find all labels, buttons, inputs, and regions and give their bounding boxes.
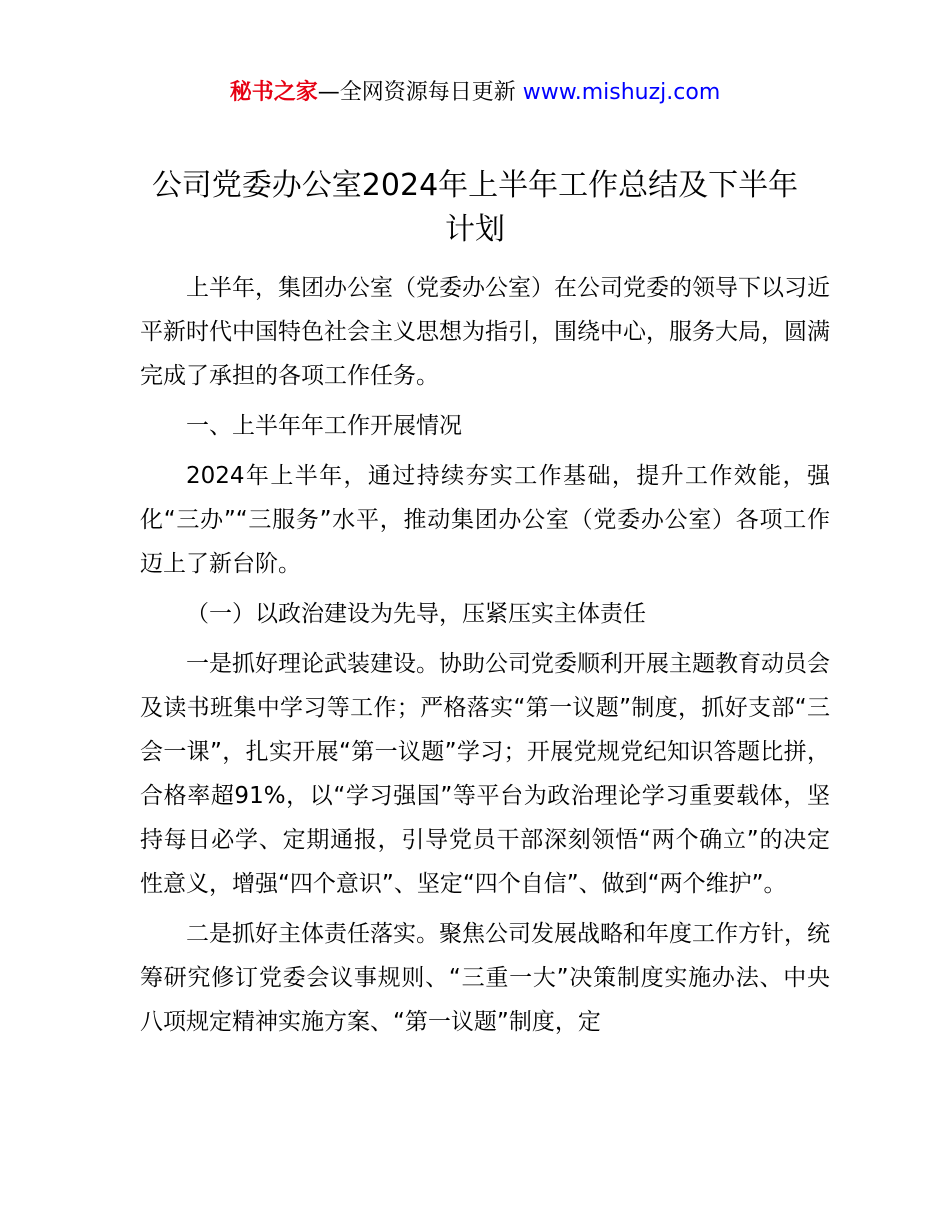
paragraph-intro: 上半年，集团办公室（党委办公室）在公司党委的领导下以习近平新时代中国特色社会主义思想为指引，围绕中心，服务大局，圆满完成了承担的各项工作任务。 — [140, 275, 830, 389]
document-body — [140, 266, 830, 1050]
subsection-heading-1: （一）以政治建设为先导，压紧压实主体责任 — [186, 601, 646, 627]
paragraph-theory: 一是抓好理论武装建设。协助公司党委顺利开展主题教育动员会及读书班集中学习等工作；严格落实“第一议题”制度，抓好支部“三会一课”，扎实开展“第一议题”学习；开展党规党纪知识答题比拼，合格率超91%，以“学习强国”等平台为政治理论学习重要载体，坚持每日必学、定期通报，引导党员干部深刻领悟“两个确立”的决定性意义，增强“四个意识”、坚定“四个自信”、做到“两个维护”。 — [140, 651, 830, 897]
paragraph-overview: 2024年上半年，通过持续夯实工作基础，提升工作效能，强化“三办”“三服务”水平，推动集团办公室（党委办公室）各项工作迈上了新台阶。 — [140, 463, 830, 577]
site-brand: 秘书之家 — [229, 80, 318, 105]
site-url-link[interactable]: www.mishuzj.com — [522, 80, 721, 105]
site-header — [0, 76, 950, 110]
document-title: 公司党委办公室2024年上半年工作总结及下半年计划 — [151, 168, 799, 247]
site-tagline: —全网资源每日更新 — [317, 80, 523, 105]
section-heading-1: 一、上半年年工作开展情况 — [186, 413, 462, 439]
paragraph-responsibility: 二是抓好主体责任落实。聚焦公司发展战略和年度工作方针，统筹研究修订党委会议事规则、“三重一大”决策制度实施办法、中央八项规定精神实施方案、“第一议题”制度，定 — [140, 921, 830, 1035]
